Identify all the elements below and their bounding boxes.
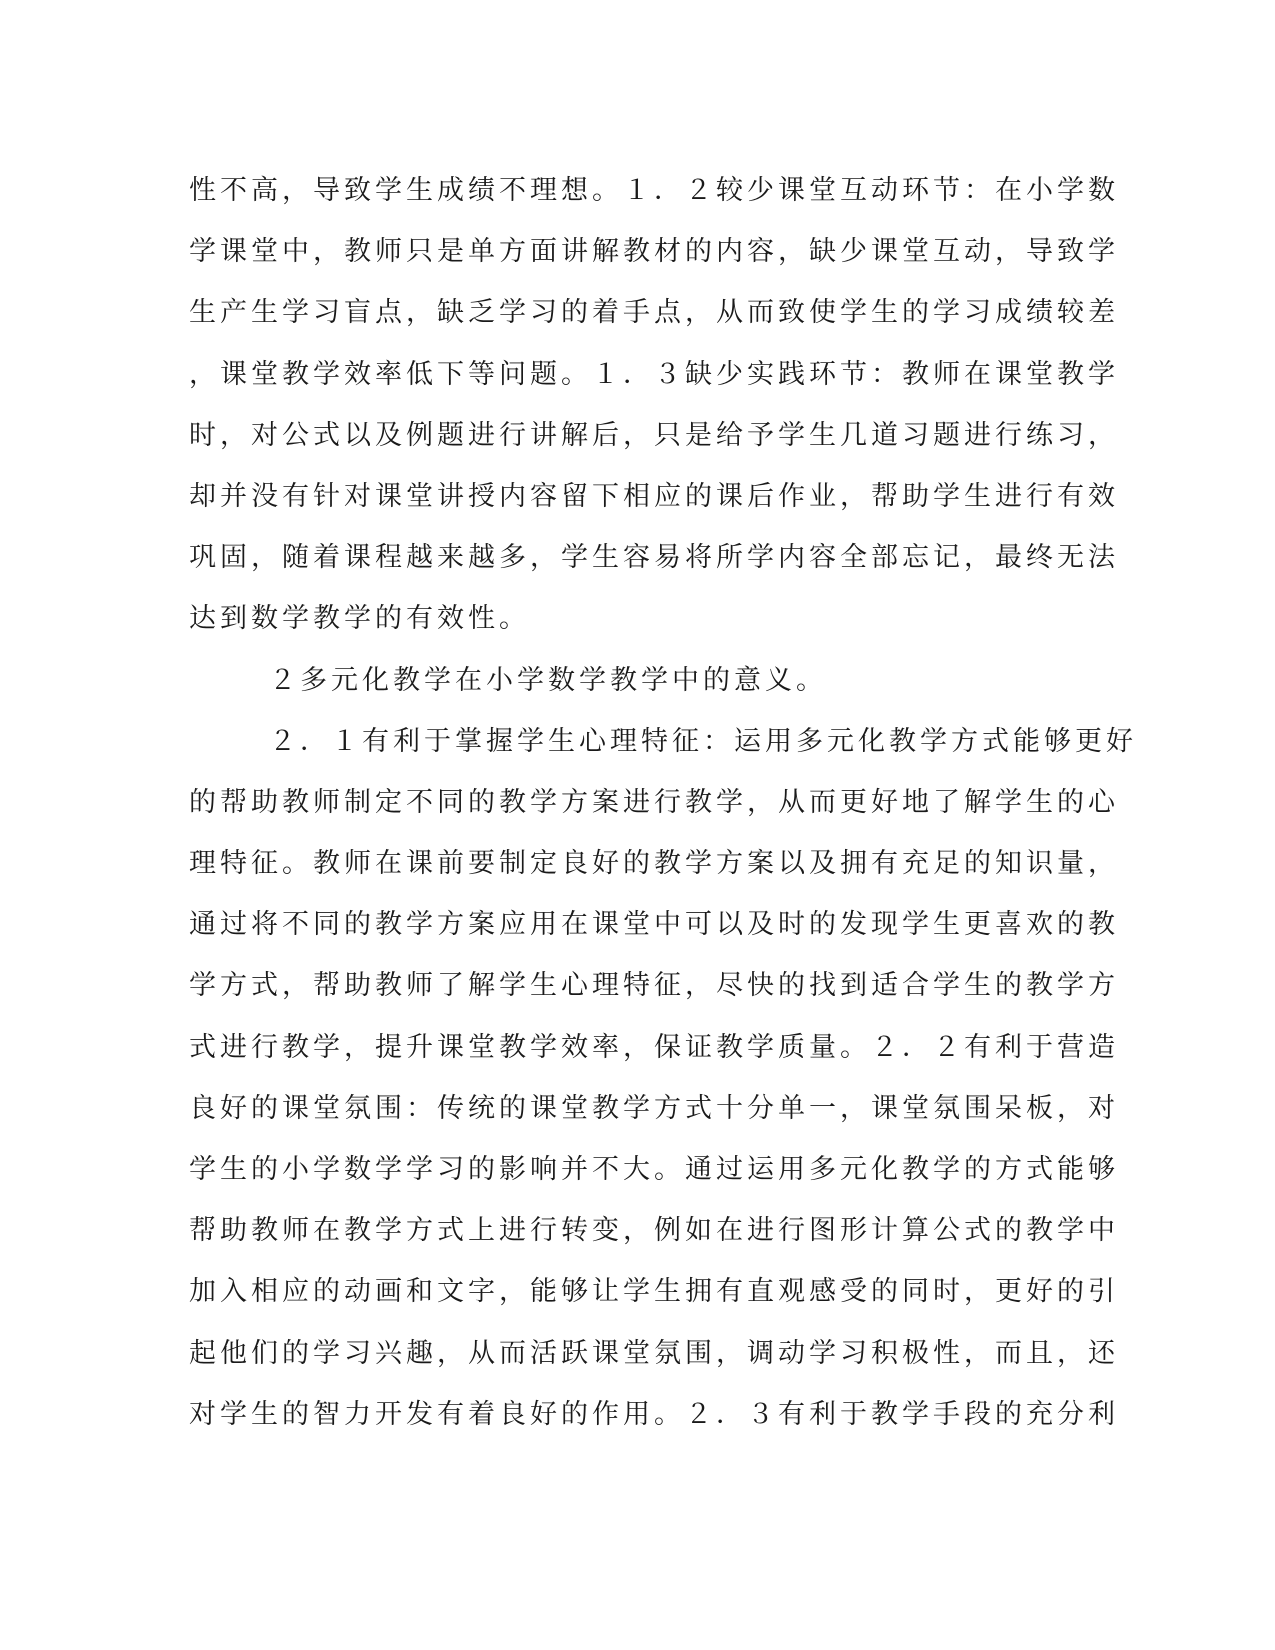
text-line: 帮助教师在教学方式上进行转变，例如在进行图形计算公式的教学中 [189,1215,1119,1247]
body-text [189,160,1137,1445]
text-line: 通过将不同的教学方案应用在课堂中可以及时的发现学生更喜欢的教 [189,909,1119,941]
text-line: 理特征。教师在课前要制定良好的教学方案以及拥有充足的知识量， [189,848,1119,880]
text-line: 加入相应的动画和文字，能够让学生拥有直观感受的同时，更好的引 [189,1276,1119,1308]
text-line: 巩固，随着课程越来越多，学生容易将所学内容全部忘记，最终无法 [189,542,1119,574]
text-line: 的帮助教师制定不同的教学方案进行教学，从而更好地了解学生的心 [189,786,1119,818]
paragraph-first-line: ２．１有利于掌握学生心理特征：运用多元化教学方式能够更好 [269,725,1137,757]
text-line: 性不高，导致学生成绩不理想。１．２较少课堂互动环节：在小学数 [189,175,1119,206]
text-line: 良好的课堂氛围：传统的课堂教学方式十分单一，课堂氛围呆板，对 [189,1092,1119,1124]
text-line: 时，对公式以及例题进行讲解后，只是给予学生几道习题进行练习， [189,419,1119,451]
section-heading: ２多元化教学在小学数学教学中的意义。 [269,664,827,696]
text-line: 学生的小学数学学习的影响并不大。通过运用多元化教学的方式能够 [189,1154,1119,1185]
text-line: 起他们的学习兴趣，从而活跃课堂氛围，调动学习积极性，而且，还 [189,1337,1119,1369]
text-line: ，课堂教学效率低下等问题。１．３缺少实践环节：教师在课堂教学 [189,358,1119,390]
text-line: 学方式，帮助教师了解学生心理特征，尽快的找到适合学生的教学方 [189,970,1119,1002]
text-line: 式进行教学，提升课堂教学效率，保证教学质量。２．２有利于营造 [189,1031,1119,1063]
text-line: 生产生学习盲点，缺乏学习的着手点，从而致使学生的学习成绩较差 [189,297,1119,329]
text-line: 学课堂中，教师只是单方面讲解教材的内容，缺少课堂互动，导致学 [189,236,1119,268]
text-line: 对学生的智力开发有着良好的作用。２．３有利于教学手段的充分利 [189,1398,1119,1430]
text-line: 达到数学教学的有效性。 [189,603,530,635]
text-line: 却并没有针对课堂讲授内容留下相应的课后作业，帮助学生进行有效 [189,480,1119,512]
